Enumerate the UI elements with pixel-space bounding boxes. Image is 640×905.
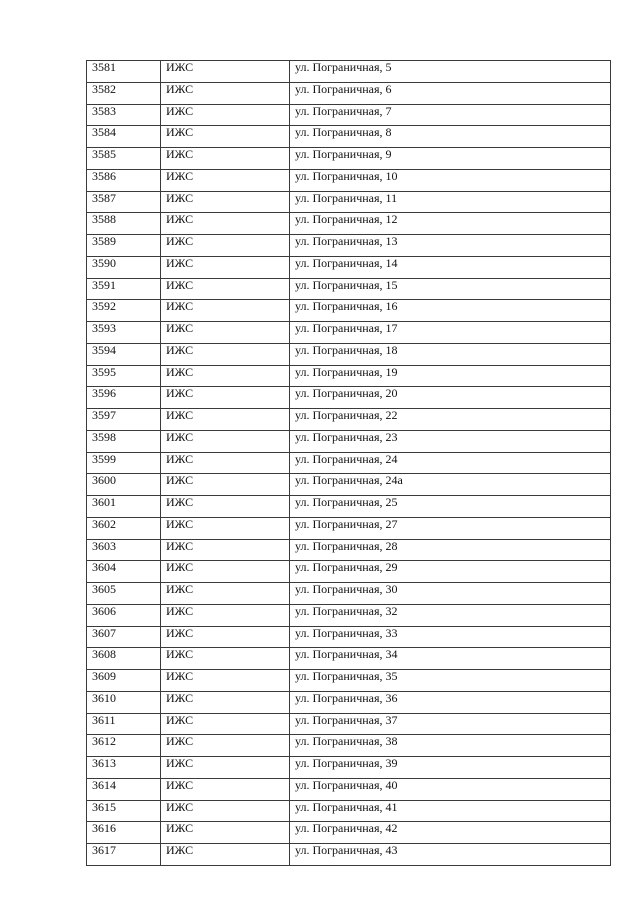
table-row <box>87 213 611 235</box>
building-type-cell: ИЖС <box>161 844 290 866</box>
row-number-cell: 3594 <box>87 343 161 365</box>
table-row <box>87 778 611 800</box>
row-number-cell: 3603 <box>87 539 161 561</box>
address-cell: ул. Пограничная, 34 <box>290 648 611 670</box>
row-number-cell: 3607 <box>87 626 161 648</box>
building-type-cell: ИЖС <box>161 104 290 126</box>
table-row <box>87 757 611 779</box>
address-cell: ул. Пограничная, 8 <box>290 126 611 148</box>
address-cell: ул. Пограничная, 23 <box>290 430 611 452</box>
table-row <box>87 844 611 866</box>
building-type-cell: ИЖС <box>161 757 290 779</box>
table-row <box>87 713 611 735</box>
row-number-cell: 3601 <box>87 496 161 518</box>
building-type-cell: ИЖС <box>161 561 290 583</box>
row-number-cell: 3591 <box>87 278 161 300</box>
table-row <box>87 82 611 104</box>
address-cell: ул. Пограничная, 28 <box>290 539 611 561</box>
row-number-cell: 3615 <box>87 800 161 822</box>
table-row <box>87 256 611 278</box>
table-row <box>87 365 611 387</box>
address-cell: ул. Пограничная, 5 <box>290 61 611 83</box>
table-row <box>87 539 611 561</box>
table-row <box>87 322 611 344</box>
building-type-cell: ИЖС <box>161 235 290 257</box>
row-number-cell: 3605 <box>87 583 161 605</box>
building-type-cell: ИЖС <box>161 256 290 278</box>
row-number-cell: 3587 <box>87 191 161 213</box>
address-cell: ул. Пограничная, 16 <box>290 300 611 322</box>
row-number-cell: 3598 <box>87 430 161 452</box>
table-row <box>87 387 611 409</box>
building-type-cell: ИЖС <box>161 365 290 387</box>
table-row <box>87 496 611 518</box>
row-number-cell: 3616 <box>87 822 161 844</box>
address-cell: ул. Пограничная, 13 <box>290 235 611 257</box>
address-cell: ул. Пограничная, 9 <box>290 148 611 170</box>
address-cell: ул. Пограничная, 27 <box>290 517 611 539</box>
row-number-cell: 3602 <box>87 517 161 539</box>
row-number-cell: 3583 <box>87 104 161 126</box>
row-number-cell: 3588 <box>87 213 161 235</box>
row-number-cell: 3589 <box>87 235 161 257</box>
row-number-cell: 3592 <box>87 300 161 322</box>
building-type-cell: ИЖС <box>161 61 290 83</box>
table-row <box>87 648 611 670</box>
table-row <box>87 583 611 605</box>
table-row <box>87 300 611 322</box>
row-number-cell: 3608 <box>87 648 161 670</box>
building-type-cell: ИЖС <box>161 670 290 692</box>
address-cell: ул. Пограничная, 18 <box>290 343 611 365</box>
building-type-cell: ИЖС <box>161 322 290 344</box>
table-row <box>87 735 611 757</box>
address-cell: ул. Пограничная, 17 <box>290 322 611 344</box>
address-cell: ул. Пограничная, 36 <box>290 691 611 713</box>
address-cell: ул. Пограничная, 10 <box>290 169 611 191</box>
table-row <box>87 343 611 365</box>
table-row <box>87 104 611 126</box>
address-registry-table <box>86 60 611 866</box>
address-cell: ул. Пограничная, 6 <box>290 82 611 104</box>
address-cell: ул. Пограничная, 15 <box>290 278 611 300</box>
table-row <box>87 691 611 713</box>
building-type-cell: ИЖС <box>161 82 290 104</box>
address-cell: ул. Пограничная, 33 <box>290 626 611 648</box>
address-cell: ул. Пограничная, 42 <box>290 822 611 844</box>
table-row <box>87 452 611 474</box>
row-number-cell: 3581 <box>87 61 161 83</box>
row-number-cell: 3590 <box>87 256 161 278</box>
address-cell: ул. Пограничная, 30 <box>290 583 611 605</box>
table-row <box>87 409 611 431</box>
building-type-cell: ИЖС <box>161 474 290 496</box>
address-cell: ул. Пограничная, 25 <box>290 496 611 518</box>
address-cell: ул. Пограничная, 22 <box>290 409 611 431</box>
row-number-cell: 3611 <box>87 713 161 735</box>
row-number-cell: 3593 <box>87 322 161 344</box>
address-cell: ул. Пограничная, 19 <box>290 365 611 387</box>
row-number-cell: 3585 <box>87 148 161 170</box>
row-number-cell: 3582 <box>87 82 161 104</box>
row-number-cell: 3604 <box>87 561 161 583</box>
table-row <box>87 517 611 539</box>
row-number-cell: 3613 <box>87 757 161 779</box>
building-type-cell: ИЖС <box>161 387 290 409</box>
building-type-cell: ИЖС <box>161 430 290 452</box>
building-type-cell: ИЖС <box>161 278 290 300</box>
table-row <box>87 126 611 148</box>
address-cell: ул. Пограничная, 20 <box>290 387 611 409</box>
building-type-cell: ИЖС <box>161 604 290 626</box>
building-type-cell: ИЖС <box>161 626 290 648</box>
building-type-cell: ИЖС <box>161 778 290 800</box>
table-row <box>87 626 611 648</box>
building-type-cell: ИЖС <box>161 213 290 235</box>
registry-table-body <box>87 61 611 866</box>
table-row <box>87 278 611 300</box>
building-type-cell: ИЖС <box>161 343 290 365</box>
row-number-cell: 3599 <box>87 452 161 474</box>
building-type-cell: ИЖС <box>161 300 290 322</box>
building-type-cell: ИЖС <box>161 822 290 844</box>
row-number-cell: 3600 <box>87 474 161 496</box>
row-number-cell: 3596 <box>87 387 161 409</box>
table-row <box>87 430 611 452</box>
building-type-cell: ИЖС <box>161 583 290 605</box>
building-type-cell: ИЖС <box>161 126 290 148</box>
table-row <box>87 61 611 83</box>
address-cell: ул. Пограничная, 14 <box>290 256 611 278</box>
table-row <box>87 148 611 170</box>
table-row <box>87 191 611 213</box>
building-type-cell: ИЖС <box>161 539 290 561</box>
row-number-cell: 3586 <box>87 169 161 191</box>
building-type-cell: ИЖС <box>161 691 290 713</box>
address-cell: ул. Пограничная, 39 <box>290 757 611 779</box>
table-row <box>87 800 611 822</box>
row-number-cell: 3606 <box>87 604 161 626</box>
building-type-cell: ИЖС <box>161 800 290 822</box>
table-row <box>87 822 611 844</box>
address-cell: ул. Пограничная, 12 <box>290 213 611 235</box>
building-type-cell: ИЖС <box>161 648 290 670</box>
row-number-cell: 3610 <box>87 691 161 713</box>
address-cell: ул. Пограничная, 40 <box>290 778 611 800</box>
address-cell: ул. Пограничная, 29 <box>290 561 611 583</box>
building-type-cell: ИЖС <box>161 452 290 474</box>
building-type-cell: ИЖС <box>161 409 290 431</box>
row-number-cell: 3612 <box>87 735 161 757</box>
table-row <box>87 169 611 191</box>
row-number-cell: 3617 <box>87 844 161 866</box>
building-type-cell: ИЖС <box>161 517 290 539</box>
address-cell: ул. Пограничная, 24 <box>290 452 611 474</box>
table-row <box>87 235 611 257</box>
row-number-cell: 3584 <box>87 126 161 148</box>
table-row <box>87 604 611 626</box>
table-row <box>87 561 611 583</box>
address-cell: ул. Пограничная, 32 <box>290 604 611 626</box>
building-type-cell: ИЖС <box>161 713 290 735</box>
table-row <box>87 670 611 692</box>
row-number-cell: 3597 <box>87 409 161 431</box>
building-type-cell: ИЖС <box>161 169 290 191</box>
address-cell: ул. Пограничная, 43 <box>290 844 611 866</box>
table-row <box>87 474 611 496</box>
row-number-cell: 3595 <box>87 365 161 387</box>
address-cell: ул. Пограничная, 11 <box>290 191 611 213</box>
building-type-cell: ИЖС <box>161 191 290 213</box>
address-cell: ул. Пограничная, 41 <box>290 800 611 822</box>
address-cell: ул. Пограничная, 35 <box>290 670 611 692</box>
building-type-cell: ИЖС <box>161 735 290 757</box>
building-type-cell: ИЖС <box>161 496 290 518</box>
address-cell: ул. Пограничная, 7 <box>290 104 611 126</box>
address-cell: ул. Пограничная, 37 <box>290 713 611 735</box>
address-cell: ул. Пограничная, 38 <box>290 735 611 757</box>
row-number-cell: 3614 <box>87 778 161 800</box>
address-cell: ул. Пограничная, 24а <box>290 474 611 496</box>
row-number-cell: 3609 <box>87 670 161 692</box>
building-type-cell: ИЖС <box>161 148 290 170</box>
